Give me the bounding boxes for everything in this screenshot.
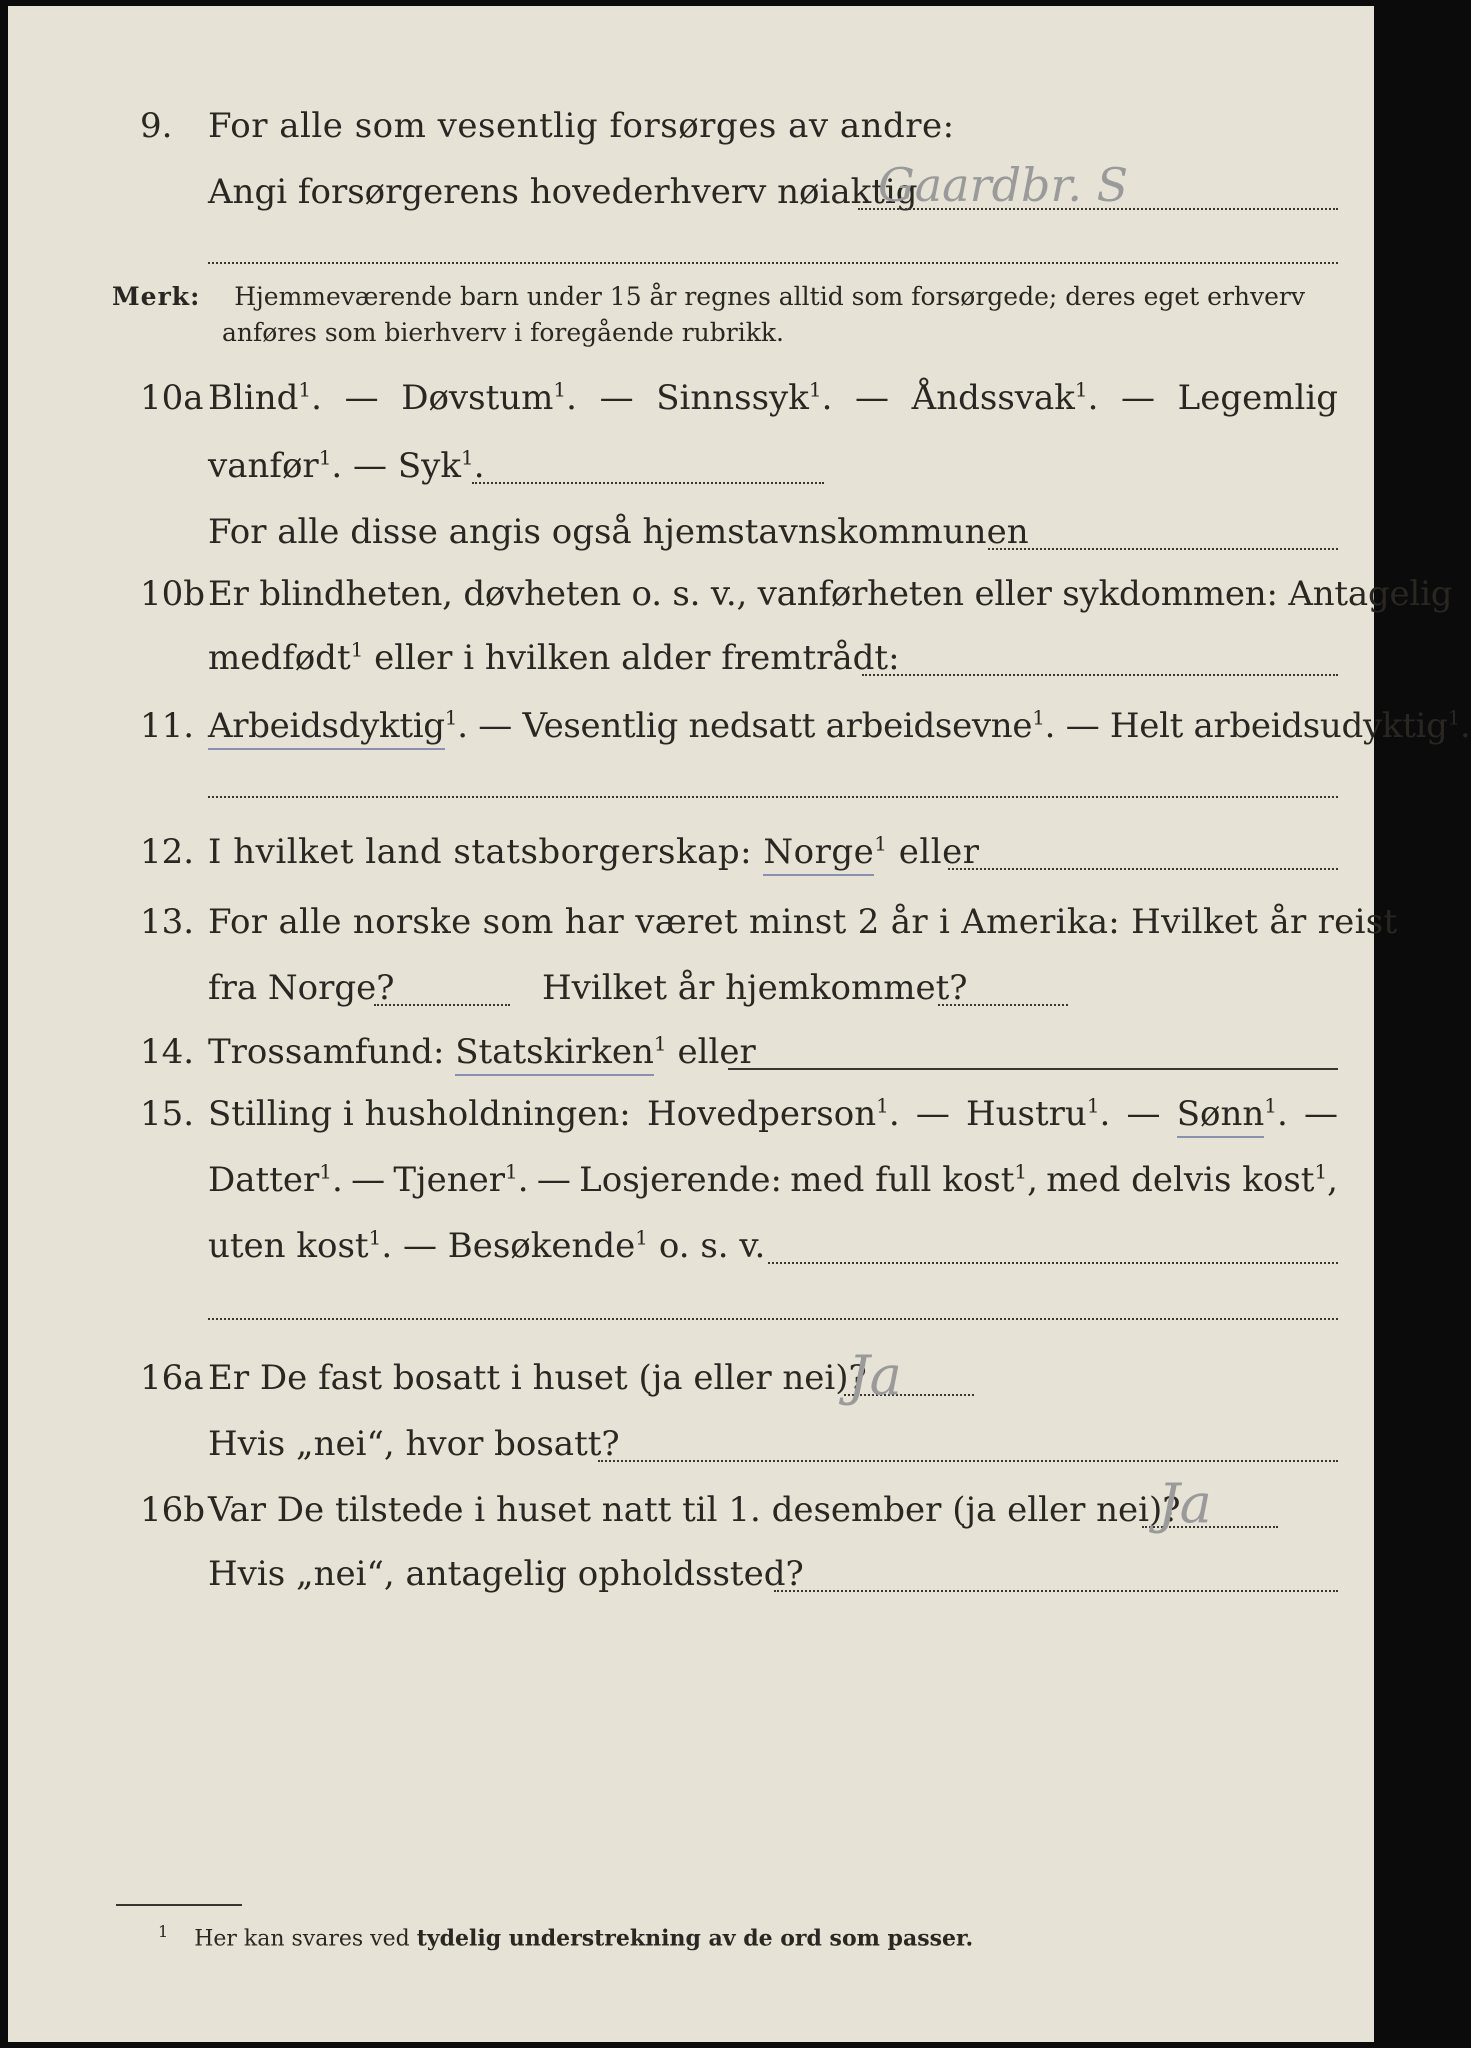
separator: — bbox=[351, 1160, 386, 1200]
handwritten-answer: Ja bbox=[1158, 1472, 1212, 1535]
option-label: Hovedperson bbox=[646, 1094, 877, 1134]
question-text: fra Norge? bbox=[208, 968, 395, 1008]
question-text-line bbox=[208, 1094, 1338, 1134]
answer-line bbox=[208, 796, 1338, 798]
question-number: 14. bbox=[140, 1032, 195, 1072]
handwritten-answer: Gaardbr. S bbox=[878, 158, 1129, 212]
question-text: eller bbox=[677, 1032, 756, 1072]
footnote-ref: 1 bbox=[1447, 705, 1461, 730]
question-text-line bbox=[208, 638, 900, 678]
question-text-line bbox=[208, 832, 980, 872]
separator: — bbox=[1303, 1094, 1338, 1134]
footnote-ref: 1 bbox=[319, 1159, 332, 1184]
separator: — bbox=[478, 706, 512, 746]
option-label: Vesentlig nedsatt arbeidsevne bbox=[522, 706, 1033, 746]
separator: — bbox=[344, 378, 379, 418]
separator: — bbox=[353, 446, 388, 486]
question-number: 13. bbox=[140, 902, 195, 942]
note-label: Merk: bbox=[112, 282, 201, 311]
separator: — bbox=[599, 378, 634, 418]
option-label: Besøkende bbox=[447, 1226, 636, 1266]
question-number: 15. bbox=[140, 1094, 195, 1134]
separator: — bbox=[1126, 1094, 1161, 1134]
note-text: Hjemmeværende barn under 15 år regnes alltid som forsørgede; deres eget erhverv bbox=[234, 282, 1305, 311]
question-text: Hvis „nei“, hvor bosatt? bbox=[208, 1424, 620, 1464]
question-number: 16b bbox=[140, 1490, 206, 1530]
question-number: 9. bbox=[140, 106, 173, 146]
question-text: I hvilket land statsborgerskap: bbox=[208, 832, 753, 872]
question-text-line: uten kost$^1$. — Besøkende$^1$ o. s. v. bbox=[208, 1225, 766, 1266]
option-hustru: Hustru$^1$. bbox=[966, 1093, 1111, 1134]
question-text-line bbox=[208, 1160, 1338, 1200]
option-label: Hustru bbox=[966, 1094, 1087, 1134]
option-norge-underlined: Norge bbox=[763, 832, 874, 876]
footnote-ref: 1 bbox=[553, 377, 567, 402]
footnote-emphasis: tydelig understrekning av de ord som passer. bbox=[416, 1925, 974, 1952]
question-number: 12. bbox=[140, 832, 195, 872]
answer-line bbox=[988, 548, 1338, 550]
question-text: For alle som vesentlig forsørges av andre: bbox=[208, 106, 955, 146]
separator: — bbox=[402, 1226, 437, 1266]
option-label: Datter bbox=[208, 1160, 320, 1200]
footnote-ref: 1 bbox=[1014, 1159, 1028, 1184]
footnote-ref: 1 bbox=[1314, 1159, 1328, 1184]
handwritten-answer: Ja bbox=[848, 1344, 902, 1407]
footnote-rule bbox=[116, 1904, 242, 1906]
footnote bbox=[158, 1922, 973, 1951]
question-text: Hvis „nei“, antagelig opholdssted? bbox=[208, 1554, 804, 1594]
option-label: Syk bbox=[397, 446, 461, 486]
answer-line bbox=[208, 262, 1338, 264]
footnote-ref: 1 bbox=[1074, 377, 1088, 402]
question-text: eller bbox=[898, 832, 980, 872]
footnote-ref: 1 bbox=[318, 445, 332, 470]
option-blind: Blind$^1$. bbox=[208, 377, 322, 418]
option-arbeidsdyktig-underlined: Arbeidsdyktig bbox=[208, 706, 445, 750]
question-text-line: Arbeidsdyktig$^1$. — Vesentlig nedsatt arbeidsevne$^1$. — Helt arbeidsudyktig$^1$. bbox=[208, 706, 1471, 746]
option-hovedperson: Hovedperson$^1$. bbox=[646, 1093, 900, 1134]
option-dovstum: Døvstum$^1$. bbox=[401, 377, 577, 418]
question-text: Er blindheten, døvheten o. s. v., vanførheten eller sykdommen: Antagelig bbox=[208, 574, 1453, 614]
option-sinnssyk: Sinnssyk$^1$. bbox=[656, 377, 833, 418]
separator: — bbox=[1121, 378, 1156, 418]
option-andssvak: Åndssvak$^1$. bbox=[911, 377, 1099, 418]
footnote-ref: 1 bbox=[653, 1031, 667, 1056]
question-text: eller i hvilken alder fremtrådt: bbox=[374, 638, 900, 678]
question-number: 10a bbox=[140, 378, 204, 418]
option-statskirken-underlined: Statskirken bbox=[455, 1032, 654, 1076]
footnote-ref: 1 bbox=[635, 1225, 649, 1250]
option-label: Døvstum bbox=[401, 378, 554, 418]
separator: — bbox=[536, 1160, 571, 1200]
separator: — bbox=[855, 378, 890, 418]
question-text: Hvilket år hjemkommet? bbox=[542, 968, 968, 1008]
option-label: vanfør bbox=[208, 446, 319, 486]
answer-line bbox=[774, 1590, 1338, 1592]
footnote-ref: 1 bbox=[460, 445, 474, 470]
answer-line bbox=[374, 1004, 510, 1006]
question-number: 10b bbox=[140, 574, 206, 614]
footnote-ref: 1 bbox=[874, 831, 888, 856]
option-datter: Datter$^1$. bbox=[208, 1159, 343, 1200]
question-text-line: vanfør$^1$. — Syk$^1$. bbox=[208, 445, 485, 486]
footnote-ref: 1 bbox=[298, 377, 312, 402]
answer-line bbox=[862, 674, 1338, 676]
note-line2: anføres som bierhverv i foregående rubrikk. bbox=[222, 318, 784, 347]
option-delvis-kost: med delvis kost$^1$, bbox=[1046, 1159, 1338, 1200]
option-tjener: Tjener$^1$. bbox=[393, 1159, 529, 1200]
answer-line bbox=[938, 1004, 1068, 1006]
question-text: Var De tilstede i huset natt til 1. desember (ja eller nei)? bbox=[208, 1490, 1181, 1530]
footnote-ref: 1 bbox=[368, 1225, 382, 1250]
option-label: Blind bbox=[208, 378, 299, 418]
question-text-line bbox=[208, 378, 1338, 418]
option-label: med full kost bbox=[790, 1160, 1015, 1200]
answer-line bbox=[208, 1318, 1338, 1320]
option-label: med delvis kost bbox=[1046, 1160, 1315, 1200]
option-label: medfødt bbox=[208, 638, 351, 678]
footnote-ref: 1 bbox=[444, 705, 458, 730]
question-text-line bbox=[208, 1032, 756, 1072]
question-text: For alle norske som har været minst 2 år i Amerika: Hvilket år reist bbox=[208, 902, 1398, 942]
footnote-ref: 1 bbox=[1264, 1093, 1277, 1118]
question-number: 16a bbox=[140, 1358, 204, 1398]
question-text: Stilling i husholdningen: bbox=[208, 1094, 631, 1134]
question-text: Angi forsørgerens hovederhverv nøiaktig bbox=[208, 172, 918, 212]
footnote-text: Her kan svares ved bbox=[194, 1926, 410, 1952]
answer-line bbox=[768, 1262, 1338, 1264]
question-number: 11. bbox=[140, 706, 195, 746]
footnote-ref: 1 bbox=[1086, 1093, 1100, 1118]
answer-line bbox=[472, 482, 824, 484]
separator: — bbox=[915, 1094, 950, 1134]
answer-line bbox=[598, 1460, 1338, 1462]
footnote-ref: 1 bbox=[808, 377, 822, 402]
question-text: Trossamfund: bbox=[208, 1032, 445, 1072]
footnote-ref: 1 bbox=[1032, 705, 1045, 730]
footnote-ref: 1 bbox=[350, 637, 364, 662]
option-full-kost: med full kost$^1$, bbox=[790, 1159, 1038, 1200]
question-text: For alle disse angis også hjemstavnskommunen bbox=[208, 512, 1029, 552]
footnote-ref: 1 bbox=[876, 1093, 889, 1118]
question-text: o. s. v. bbox=[658, 1226, 766, 1266]
option-label: Sinnssyk bbox=[656, 378, 809, 418]
separator: — bbox=[1065, 706, 1100, 746]
answer-line bbox=[948, 868, 1338, 870]
option-sonn: Sønn$^1$. bbox=[1177, 1094, 1288, 1134]
option-label: Åndssvak bbox=[911, 378, 1075, 418]
option-label: Tjener bbox=[393, 1160, 505, 1200]
option-label: uten kost bbox=[208, 1226, 369, 1266]
footnote-ref: 1 bbox=[505, 1159, 518, 1184]
option-sonn-underlined: Sønn bbox=[1177, 1094, 1265, 1138]
census-form-page bbox=[8, 6, 1471, 2042]
option-label: Helt arbeidsudyktig bbox=[1109, 706, 1448, 746]
note-line1 bbox=[112, 282, 1305, 311]
question-text: Losjerende: bbox=[579, 1160, 782, 1200]
question-text: Er De fast bosatt i huset (ja eller nei)? bbox=[208, 1358, 867, 1398]
footnote-mark: 1 bbox=[158, 1922, 169, 1941]
answer-line bbox=[728, 1068, 1338, 1070]
option-label: Legemlig bbox=[1177, 378, 1338, 418]
